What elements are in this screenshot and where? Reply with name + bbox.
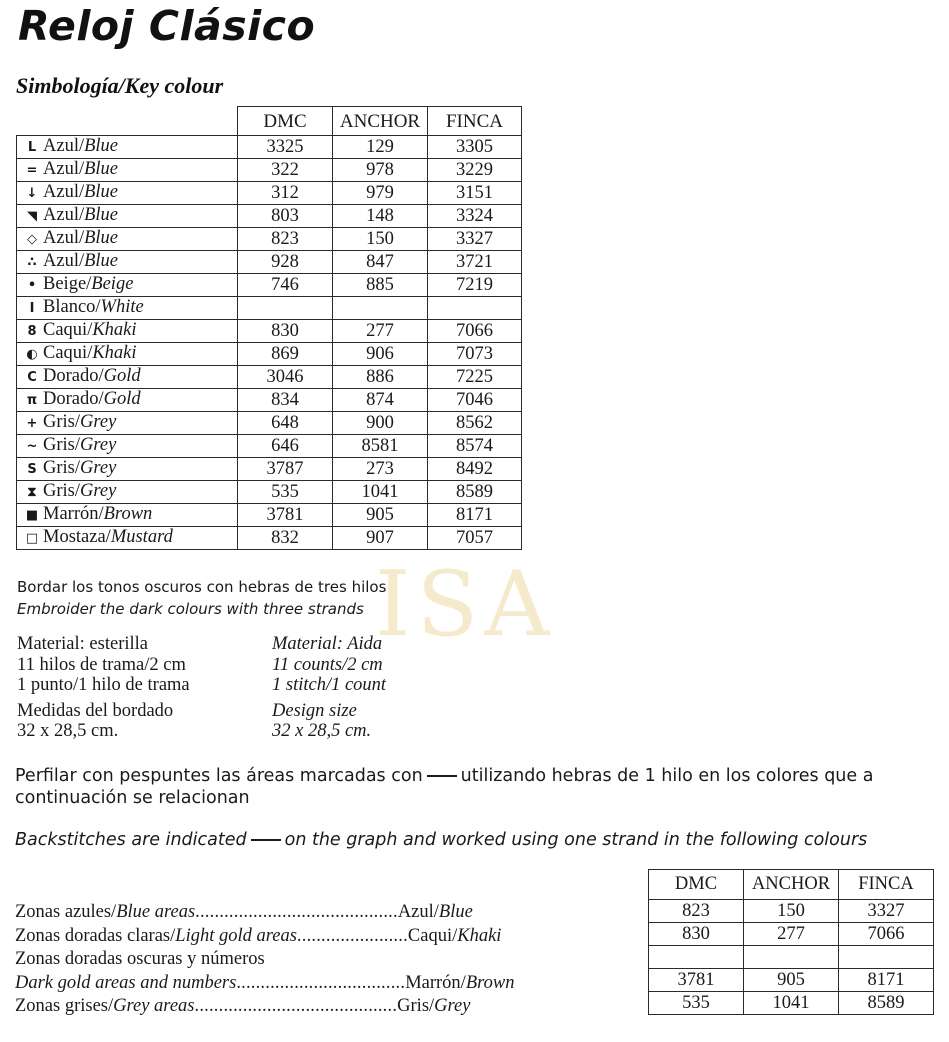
dmc-cell: 869 — [238, 343, 333, 366]
dmc-cell: 3787 — [238, 458, 333, 481]
zone-name-spanish: Zonas doradas claras/ — [15, 925, 176, 946]
dmc-cell: 803 — [238, 205, 333, 228]
colour-name-english: Blue — [84, 228, 119, 248]
colour-name-cell — [17, 182, 238, 205]
colour-name-spanish: Beige/ — [43, 274, 92, 294]
colour-name-spanish: Gris/ — [43, 412, 80, 432]
material-line: 1 stitch/1 count — [272, 675, 387, 695]
zone-colour-english: Grey — [434, 996, 471, 1016]
dmc-cell: 928 — [238, 251, 333, 274]
chart-symbol-icon: ◥ — [27, 209, 37, 224]
zone-leader-dots: ....................... — [296, 925, 408, 946]
table-row — [17, 412, 522, 435]
finca-cell: 7046 — [428, 389, 522, 412]
dmc-cell: 535 — [238, 481, 333, 504]
table-row — [17, 527, 522, 550]
backstitch-colour-table — [648, 869, 934, 1015]
header-anchor: ANCHOR — [333, 107, 428, 136]
material-line: 11 hilos de trama/2 cm — [17, 654, 186, 675]
colour-name-cell — [17, 343, 238, 366]
colour-name-english: Brown — [103, 504, 153, 524]
key-table-body — [17, 136, 522, 550]
finca-cell: 7066 — [428, 320, 522, 343]
colour-name-english: Grey — [80, 481, 117, 501]
colour-name-spanish: Azul/ — [43, 136, 85, 156]
chart-symbol-icon: ◐ — [26, 347, 38, 362]
zone-leader-dots: .......................................... — [194, 996, 398, 1016]
zone-leader-dots: ................................... — [236, 972, 406, 993]
anchor-cell: 907 — [333, 527, 428, 550]
anchor-cell: 979 — [333, 182, 428, 205]
anchor-cell: 885 — [333, 274, 428, 297]
finca-cell: 7225 — [428, 366, 522, 389]
table-row — [17, 205, 522, 228]
page-title: Reloj Clásico — [18, 2, 316, 50]
chart-symbol-icon: L — [27, 140, 37, 155]
bs-table-body — [649, 900, 934, 1015]
table-row — [17, 274, 522, 297]
colour-name-cell — [17, 251, 238, 274]
finca-cell: 3305 — [428, 136, 522, 159]
anchor-cell: 129 — [333, 136, 428, 159]
colour-name-english: Blue — [84, 136, 119, 156]
chart-symbol-icon: • — [27, 278, 37, 293]
colour-name-english: Khaki — [92, 343, 137, 363]
colour-name-cell — [17, 481, 238, 504]
anchor-cell — [744, 946, 839, 969]
backstitch-en-after: on the graph and worked using one strand in the following colours — [284, 830, 868, 850]
colour-name-spanish: Gris/ — [43, 435, 80, 455]
zone-name-english: Blue areas — [116, 902, 196, 922]
finca-cell: 3721 — [428, 251, 522, 274]
colour-name-cell — [17, 297, 238, 320]
dmc-cell: 834 — [238, 389, 333, 412]
colour-name-english: White — [100, 297, 144, 317]
dmc-cell: 648 — [238, 412, 333, 435]
anchor-cell: 277 — [333, 320, 428, 343]
colour-name-english: Blue — [84, 182, 119, 202]
colour-name-spanish: Dorado/ — [43, 366, 104, 386]
chart-symbol-icon: □ — [25, 531, 39, 546]
colour-name-cell — [17, 366, 238, 389]
colour-name-english: Gold — [103, 366, 141, 386]
chart-symbol-icon: I — [29, 301, 35, 316]
zone-line — [15, 948, 514, 972]
key-table-header — [17, 107, 522, 136]
table-row — [17, 251, 522, 274]
anchor-cell: 150 — [333, 228, 428, 251]
chart-symbol-icon: + — [26, 416, 38, 431]
dmc-cell: 823 — [238, 228, 333, 251]
dmc-cell — [649, 946, 744, 969]
anchor-cell: 978 — [333, 159, 428, 182]
note-english: Embroider the dark colours with three strands — [17, 600, 364, 618]
dmc-cell: 312 — [238, 182, 333, 205]
material-english — [272, 634, 386, 742]
anchor-cell: 905 — [333, 504, 428, 527]
anchor-cell — [333, 297, 428, 320]
finca-cell: 8589 — [839, 992, 934, 1015]
anchor-cell: 148 — [333, 205, 428, 228]
finca-cell: 7057 — [428, 527, 522, 550]
colour-name-english: Grey — [80, 435, 117, 455]
colour-name-spanish: Caqui/ — [43, 320, 93, 340]
dmc-cell: 830 — [649, 923, 744, 946]
dmc-cell: 3046 — [238, 366, 333, 389]
finca-cell: 8589 — [428, 481, 522, 504]
header-dmc: DMC — [649, 870, 744, 900]
dmc-cell: 322 — [238, 159, 333, 182]
anchor-cell: 886 — [333, 366, 428, 389]
anchor-cell: 277 — [744, 923, 839, 946]
dmc-cell: 830 — [238, 320, 333, 343]
finca-cell: 3229 — [428, 159, 522, 182]
anchor-cell: 150 — [744, 900, 839, 923]
anchor-cell: 1041 — [333, 481, 428, 504]
backstitch-es-after: utilizando hebras de 1 hilo en los colores que a continuación se relacionan — [15, 766, 874, 808]
anchor-cell: 905 — [744, 969, 839, 992]
zone-colour-english: Khaki — [457, 925, 502, 946]
bs-table-header — [649, 870, 934, 900]
zone-line — [15, 972, 514, 996]
backstitch-zones — [15, 901, 514, 1019]
chart-symbol-icon: C — [27, 370, 37, 385]
zone-colour-spanish: Gris/ — [397, 996, 435, 1016]
zone-name-english: Dark gold areas and numbers — [15, 972, 237, 993]
table-row — [17, 481, 522, 504]
colour-name-english: Gold — [103, 389, 141, 409]
colour-name-cell — [17, 205, 238, 228]
zone-leader-dots: .......................................... — [195, 902, 398, 922]
colour-name-english: Beige — [91, 274, 134, 294]
zone-line — [15, 925, 514, 949]
table-row — [17, 458, 522, 481]
backstitch-spanish — [15, 765, 940, 809]
colour-name-spanish: Blanco/ — [43, 297, 101, 317]
finca-cell: 7073 — [428, 343, 522, 366]
colour-name-spanish: Gris/ — [43, 458, 80, 478]
colour-name-english: Khaki — [92, 320, 137, 340]
dmc-cell: 3781 — [238, 504, 333, 527]
colour-name-english: Mustard — [110, 527, 173, 547]
colour-name-english: Grey — [80, 412, 117, 432]
chart-symbol-icon: 8 — [27, 324, 37, 339]
finca-cell: 3151 — [428, 182, 522, 205]
material-line: 32 x 28,5 cm. — [17, 721, 119, 741]
table-row — [17, 297, 522, 320]
finca-cell: 3327 — [839, 900, 934, 923]
finca-cell — [839, 946, 934, 969]
zone-name-spanish: Zonas azules/ — [15, 902, 117, 922]
colour-name-spanish: Azul/ — [43, 228, 85, 248]
zone-name-spanish: Zonas grises/ — [15, 996, 114, 1016]
colour-name-cell — [17, 458, 238, 481]
colour-name-cell — [17, 320, 238, 343]
backstitch-es-before: Perfilar con pespuntes las áreas marcadas con — [15, 766, 423, 786]
anchor-cell: 906 — [333, 343, 428, 366]
dmc-cell: 646 — [238, 435, 333, 458]
key-heading: Simbología/Key colour — [16, 73, 224, 98]
zone-line — [15, 995, 514, 1019]
table-row — [17, 389, 522, 412]
finca-cell: 7219 — [428, 274, 522, 297]
finca-cell — [428, 297, 522, 320]
chart-symbol-icon: = — [26, 163, 38, 178]
zone-name-english: Light gold areas — [175, 925, 297, 946]
backstitch-english — [15, 829, 945, 851]
backstitch-line-icon — [427, 775, 457, 777]
table-row — [17, 228, 522, 251]
finca-cell: 8562 — [428, 412, 522, 435]
colour-name-spanish: Azul/ — [43, 251, 85, 271]
colour-name-spanish: Mostaza/ — [43, 527, 111, 547]
material-line: Material: Aida — [272, 634, 383, 654]
anchor-cell: 273 — [333, 458, 428, 481]
table-row — [17, 182, 522, 205]
material-line: Material: esterilla — [17, 634, 148, 654]
colour-name-cell — [17, 274, 238, 297]
material-line: 32 x 28,5 cm. — [272, 721, 372, 741]
table-row — [649, 900, 934, 923]
header-dmc: DMC — [238, 107, 333, 136]
colour-name-spanish: Caqui/ — [43, 343, 93, 363]
finca-cell: 8492 — [428, 458, 522, 481]
table-row — [17, 159, 522, 182]
material-line: 11 counts/2 cm — [272, 654, 383, 675]
colour-name-cell — [17, 412, 238, 435]
zone-name-spanish: Zonas doradas oscuras y números — [15, 949, 265, 969]
dmc-cell: 746 — [238, 274, 333, 297]
colour-name-cell — [17, 504, 238, 527]
table-row — [649, 992, 934, 1015]
chart-symbol-icon: ■ — [25, 508, 39, 523]
table-row — [649, 946, 934, 969]
backstitch-en-before: Backstitches are indicated — [15, 830, 247, 850]
chart-symbol-icon: ∴ — [27, 255, 37, 270]
table-row — [17, 320, 522, 343]
chart-symbol-icon: π — [26, 393, 38, 408]
colour-name-cell — [17, 389, 238, 412]
material-line: 1 punto/1 hilo de trama — [17, 675, 190, 695]
table-row — [649, 969, 934, 992]
finca-cell: 8574 — [428, 435, 522, 458]
chart-symbol-icon: ~ — [26, 439, 38, 454]
dmc-cell: 3325 — [238, 136, 333, 159]
dmc-cell: 823 — [649, 900, 744, 923]
dmc-cell: 3781 — [649, 969, 744, 992]
zone-colour-spanish: Azul/ — [397, 902, 439, 922]
header-finca: FINCA — [839, 870, 934, 900]
anchor-cell: 900 — [333, 412, 428, 435]
finca-cell: 7066 — [839, 923, 934, 946]
finca-cell: 8171 — [839, 969, 934, 992]
chart-symbol-icon: S — [27, 462, 37, 477]
chart-symbol-icon: ↓ — [26, 186, 38, 201]
anchor-cell: 847 — [333, 251, 428, 274]
colour-name-spanish: Gris/ — [43, 481, 80, 501]
material-spanish — [17, 634, 190, 742]
header-finca: FINCA — [428, 107, 522, 136]
dmc-cell — [238, 297, 333, 320]
backstitch-line-icon — [251, 839, 281, 841]
dmc-cell: 535 — [649, 992, 744, 1015]
chart-symbol-icon: ⧗ — [27, 485, 37, 500]
material-line: Design size — [272, 700, 357, 721]
colour-name-spanish: Marrón/ — [43, 504, 104, 524]
finca-cell: 8171 — [428, 504, 522, 527]
zone-colour-spanish: Caqui/ — [407, 925, 458, 946]
table-row — [17, 343, 522, 366]
finca-cell: 3324 — [428, 205, 522, 228]
colour-name-cell — [17, 435, 238, 458]
zone-colour-spanish: Marrón/ — [405, 972, 466, 993]
table-row — [649, 923, 934, 946]
zone-colour-english: Brown — [465, 972, 515, 993]
watermark: ISA — [375, 552, 556, 657]
colour-name-english: Grey — [80, 458, 117, 478]
note-spanish: Bordar los tonos oscuros con hebras de tres hilos — [17, 578, 387, 596]
finca-cell: 3327 — [428, 228, 522, 251]
table-row — [17, 366, 522, 389]
colour-name-cell — [17, 159, 238, 182]
anchor-cell: 874 — [333, 389, 428, 412]
colour-name-spanish: Azul/ — [43, 182, 85, 202]
table-row — [17, 435, 522, 458]
colour-name-english: Blue — [84, 159, 119, 179]
zone-name-english: Grey areas — [113, 996, 195, 1016]
colour-name-spanish: Azul/ — [43, 159, 85, 179]
colour-name-cell — [17, 228, 238, 251]
colour-name-spanish: Dorado/ — [43, 389, 104, 409]
key-colour-table — [16, 106, 522, 550]
header-anchor: ANCHOR — [744, 870, 839, 900]
colour-name-spanish: Azul/ — [43, 205, 85, 225]
anchor-cell: 8581 — [333, 435, 428, 458]
table-row — [17, 504, 522, 527]
zone-colour-english: Blue — [438, 902, 473, 922]
dmc-cell: 832 — [238, 527, 333, 550]
zone-line — [15, 901, 514, 925]
anchor-cell: 1041 — [744, 992, 839, 1015]
colour-name-cell — [17, 527, 238, 550]
colour-name-cell — [17, 136, 238, 159]
colour-name-english: Blue — [84, 251, 119, 271]
chart-symbol-icon: ◇ — [27, 232, 37, 247]
table-row — [17, 136, 522, 159]
colour-name-english: Blue — [84, 205, 119, 225]
material-line: Medidas del bordado — [17, 700, 174, 721]
strands-note — [17, 576, 386, 620]
